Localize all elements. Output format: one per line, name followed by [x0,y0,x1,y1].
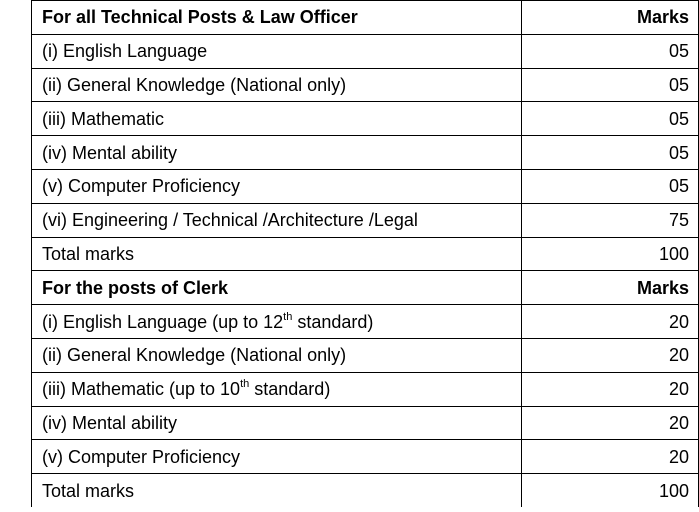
marks-cell: 20 [522,372,699,406]
subject-cell: (v) Computer Proficiency [32,440,522,474]
subject-text-tail: standard) [292,311,374,332]
marks-cell: 20 [522,406,699,440]
marks-cell: 05 [522,102,699,136]
ordinal-suffix: th [283,310,293,323]
subject-text: (iii) Mathematic (up to 10 [42,379,241,400]
section-header-technical [32,1,699,35]
table-row [32,136,699,170]
table-row [32,102,699,136]
subject-text: (i) English Language (up to 12 [42,311,284,332]
total-row [32,237,699,271]
ordinal-suffix: th [240,378,250,391]
total-marks: 100 [522,474,699,507]
subject-cell: (i) English Language [32,34,522,68]
marks-cell: 75 [522,203,699,237]
table-row [32,406,699,440]
total-marks: 100 [522,237,699,271]
section-title: For the posts of Clerk [32,271,522,305]
subject-cell: (iii) Mathematic [32,102,522,136]
subject-cell: (v) Computer Proficiency [32,169,522,203]
table-row [32,338,699,372]
marks-cell: 20 [522,305,699,339]
table-row [32,169,699,203]
table-row [32,34,699,68]
subject-cell: (iv) Mental ability [32,136,522,170]
marks-cell: 05 [522,68,699,102]
subject-cell: (iv) Mental ability [32,406,522,440]
table-row [32,305,699,339]
section-header-clerk [32,271,699,305]
marks-cell: 20 [522,338,699,372]
marks-cell: 05 [522,34,699,68]
subject-cell: (vi) Engineering / Technical /Architecture /Legal [32,203,522,237]
marks-table [31,0,699,507]
subject-cell: (ii) General Knowledge (National only) [32,68,522,102]
total-row [32,474,699,507]
total-label: Total marks [32,474,522,507]
marks-header: Marks [522,1,699,35]
subject-cell: (ii) General Knowledge (National only) [32,338,522,372]
table-row [32,203,699,237]
section-title: For all Technical Posts & Law Officer [32,1,522,35]
subject-cell [32,305,522,339]
marks-header: Marks [522,271,699,305]
total-label: Total marks [32,237,522,271]
subject-cell [32,372,522,406]
marks-cell: 05 [522,169,699,203]
table-row [32,68,699,102]
subject-text-tail: standard) [249,379,331,400]
table-row [32,372,699,406]
marks-cell: 05 [522,136,699,170]
table-row [32,440,699,474]
marks-cell: 20 [522,440,699,474]
